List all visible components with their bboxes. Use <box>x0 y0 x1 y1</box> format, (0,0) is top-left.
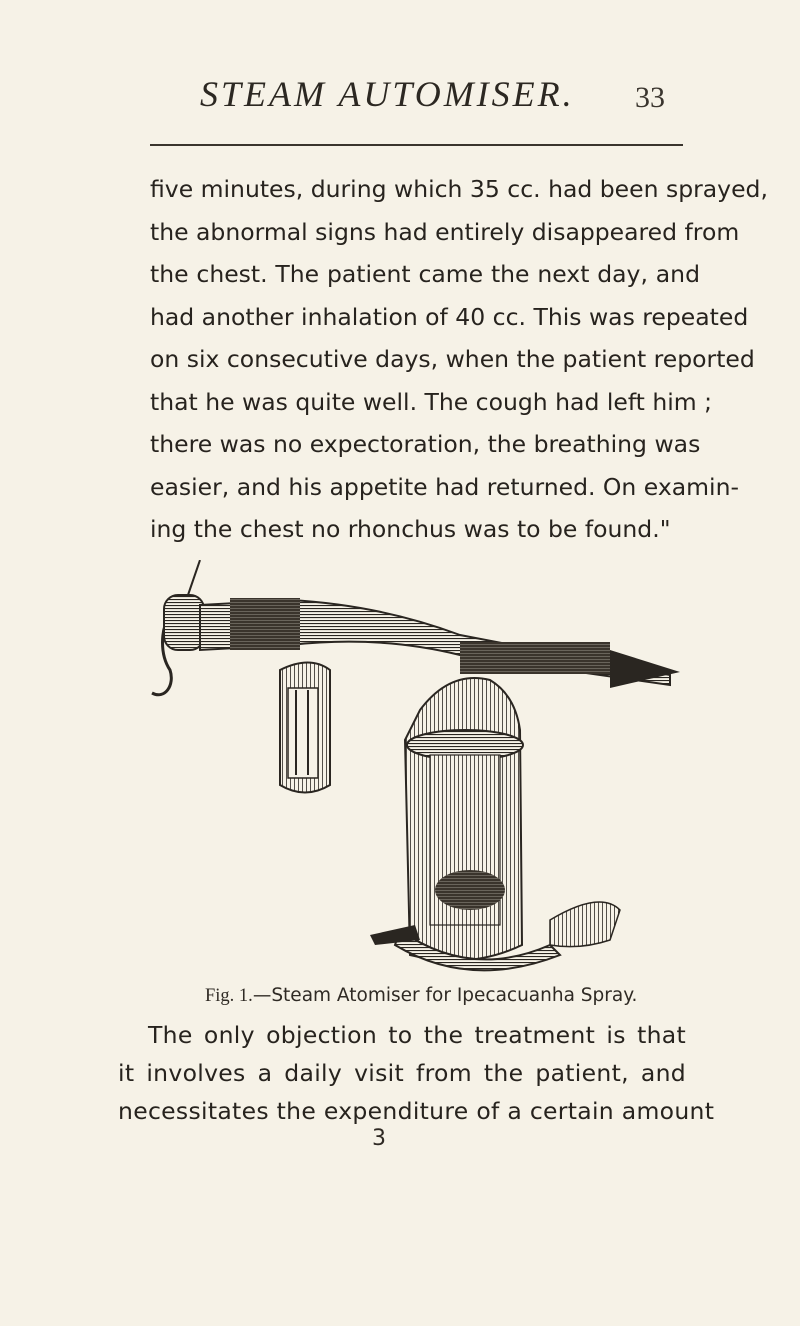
text-line: it involves a daily visit from the patient, and <box>118 1059 686 1087</box>
text-line: there was no expectoration, the breathing was <box>150 430 701 458</box>
paragraph-1 <box>150 168 768 551</box>
text-line: had another inhalation of 40 cc. This was repeated <box>150 302 749 331</box>
running-title: STEAM AUTOMISER. <box>200 74 575 114</box>
text-line: the chest. The patient came the next day, and <box>150 260 700 288</box>
figure-label: Fig. 1. <box>205 986 253 1006</box>
paragraph-2 <box>118 1016 715 1130</box>
signature-mark: 3 <box>372 1126 386 1151</box>
text-line: easier, and his appetite had returned. On examin- <box>150 472 739 501</box>
steam-atomiser-illustration <box>130 560 690 980</box>
text-line: on six consecutive days, when the patient reported <box>150 345 755 373</box>
text-line: necessitates the expenditure of a certain amount <box>118 1097 715 1125</box>
page-header <box>0 66 800 122</box>
page-number: 33 <box>635 81 665 114</box>
figure-caption <box>205 982 665 1010</box>
text-line: ing the chest no rhonchus was to be found." <box>150 515 671 543</box>
text-line: that he was quite well. The cough had left him ; <box>150 387 713 416</box>
header-rule <box>150 144 683 146</box>
text-line: The only objection to the treatment is that <box>148 1021 686 1049</box>
text-line: five minutes, during which 35 cc. had been sprayed, <box>150 175 768 203</box>
text-line: the abnormal signs had entirely disappeared from <box>150 217 740 246</box>
figure-caption-text: —Steam Atomiser for Ipecacuanha Spray. <box>252 985 638 1006</box>
